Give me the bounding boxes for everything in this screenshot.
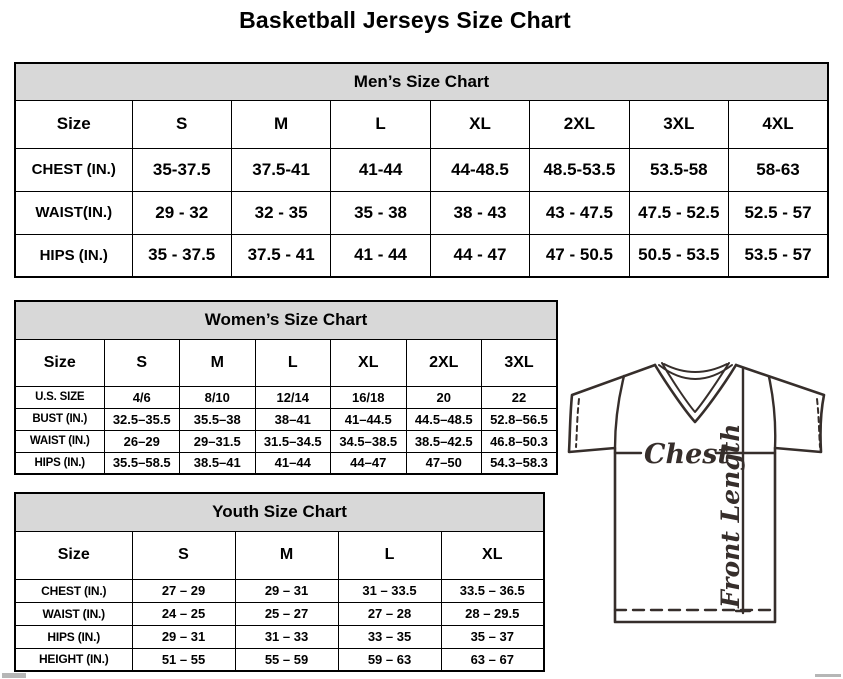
horizontal-scrollbar-fragment-left[interactable]	[2, 673, 26, 678]
size-cell: 16/18	[331, 386, 407, 408]
sleeve-seam-right	[769, 377, 775, 448]
mens-col-header: S	[132, 100, 231, 148]
size-cell: 12/14	[255, 386, 331, 408]
size-cell: 24 – 25	[132, 602, 235, 625]
size-cell: 4/6	[104, 386, 180, 408]
size-cell: 34.5–38.5	[331, 430, 407, 452]
size-cell: 35-37.5	[132, 148, 231, 191]
size-cell: 38 - 43	[430, 191, 529, 234]
youth-size-header: Size	[15, 531, 132, 579]
size-cell: 31 – 33.5	[338, 579, 441, 602]
size-cell: 55 – 59	[235, 648, 338, 671]
size-cell: 41–44	[255, 452, 331, 474]
size-cell: 37.5-41	[231, 148, 330, 191]
mens-row-label-chest: CHEST (IN.)	[15, 148, 132, 191]
size-cell: 53.5 - 57	[729, 234, 828, 277]
size-cell: 47 - 50.5	[530, 234, 629, 277]
womens-row-label-waist: WAIST (IN.)	[15, 430, 104, 452]
womens-table-title: Women’s Size Chart	[15, 301, 557, 339]
womens-col-header: XL	[331, 339, 407, 386]
size-cell: 33.5 – 36.5	[441, 579, 544, 602]
size-cell: 25 – 27	[235, 602, 338, 625]
youth-row-label-chest: CHEST (IN.)	[15, 579, 132, 602]
mens-size-header: Size	[15, 100, 132, 148]
size-cell: 47.5 - 52.5	[629, 191, 728, 234]
size-cell: 41 - 44	[331, 234, 430, 277]
mens-table-title: Men’s Size Chart	[15, 63, 828, 100]
collar-back-arc	[664, 364, 727, 372]
size-cell: 35 – 37	[441, 625, 544, 648]
youth-col-header: M	[235, 531, 338, 579]
collar-inner-path	[662, 363, 729, 412]
mens-row-label-hips: HIPS (IN.)	[15, 234, 132, 277]
mens-size-table	[14, 62, 829, 278]
size-cell: 59 – 63	[338, 648, 441, 671]
mens-col-header: M	[231, 100, 330, 148]
size-cell: 29 – 31	[235, 579, 338, 602]
womens-row-label-us-size: U.S. SIZE	[15, 386, 104, 408]
size-cell: 58-63	[729, 148, 828, 191]
womens-size-table	[14, 300, 558, 475]
size-cell: 8/10	[180, 386, 256, 408]
size-cell: 37.5 - 41	[231, 234, 330, 277]
size-cell: 50.5 - 53.5	[629, 234, 728, 277]
size-cell: 20	[406, 386, 482, 408]
cuff-dashed-left	[576, 399, 579, 447]
size-cell: 29–31.5	[180, 430, 256, 452]
youth-col-header: L	[338, 531, 441, 579]
mens-col-header: 4XL	[729, 100, 828, 148]
womens-size-header: Size	[15, 339, 104, 386]
size-cell: 44 - 47	[430, 234, 529, 277]
size-cell: 35 - 37.5	[132, 234, 231, 277]
womens-row-label-hips: HIPS (IN.)	[15, 452, 104, 474]
mens-col-header: 2XL	[530, 100, 629, 148]
mens-col-header: XL	[430, 100, 529, 148]
page-title: Basketball Jerseys Size Chart	[239, 7, 571, 33]
size-cell: 38–41	[255, 408, 331, 430]
size-cell: 32.5–35.5	[104, 408, 180, 430]
size-cell: 52.8–56.5	[482, 408, 558, 430]
chest-label: Chest	[644, 439, 730, 470]
size-cell: 29 – 31	[132, 625, 235, 648]
size-cell: 44.5–48.5	[406, 408, 482, 430]
size-cell: 26–29	[104, 430, 180, 452]
size-cell: 52.5 - 57	[729, 191, 828, 234]
size-cell: 48.5-53.5	[530, 148, 629, 191]
jersey-outline-path	[569, 365, 824, 622]
womens-col-header: 2XL	[406, 339, 482, 386]
size-cell: 44-48.5	[430, 148, 529, 191]
size-cell: 32 - 35	[231, 191, 330, 234]
size-cell: 38.5–42.5	[406, 430, 482, 452]
womens-col-header: M	[180, 339, 256, 386]
youth-size-table	[14, 492, 545, 672]
size-cell: 53.5-58	[629, 148, 728, 191]
womens-col-header: L	[255, 339, 331, 386]
size-cell: 38.5–41	[180, 452, 256, 474]
womens-col-header: S	[104, 339, 180, 386]
size-cell: 22	[482, 386, 558, 408]
mens-row-label-waist: WAIST(IN.)	[15, 191, 132, 234]
womens-col-header: 3XL	[482, 339, 558, 386]
size-cell: 46.8–50.3	[482, 430, 558, 452]
size-cell: 35.5–38	[180, 408, 256, 430]
size-cell: 28 – 29.5	[441, 602, 544, 625]
size-cell: 27 – 28	[338, 602, 441, 625]
horizontal-scrollbar-fragment-right[interactable]	[815, 674, 841, 677]
size-cell: 29 - 32	[132, 191, 231, 234]
youth-row-label-hips: HIPS (IN.)	[15, 625, 132, 648]
size-cell: 54.3–58.3	[482, 452, 558, 474]
jersey-diagram	[558, 360, 842, 676]
size-cell: 31.5–34.5	[255, 430, 331, 452]
size-cell: 47–50	[406, 452, 482, 474]
size-cell: 51 – 55	[132, 648, 235, 671]
youth-table-title: Youth Size Chart	[15, 493, 544, 531]
youth-row-label-waist: WAIST (IN.)	[15, 602, 132, 625]
sleeve-seam-left	[615, 376, 624, 448]
womens-row-label-bust: BUST (IN.)	[15, 408, 104, 430]
youth-row-label-height: HEIGHT (IN.)	[15, 648, 132, 671]
size-cell: 31 – 33	[235, 625, 338, 648]
mens-col-header: L	[331, 100, 430, 148]
size-cell: 63 – 67	[441, 648, 544, 671]
size-cell: 43 - 47.5	[530, 191, 629, 234]
size-cell: 27 – 29	[132, 579, 235, 602]
size-cell: 33 – 35	[338, 625, 441, 648]
size-cell: 41-44	[331, 148, 430, 191]
size-cell: 35 - 38	[331, 191, 430, 234]
youth-col-header: XL	[441, 531, 544, 579]
size-cell: 44–47	[331, 452, 407, 474]
mens-col-header: 3XL	[629, 100, 728, 148]
size-cell: 41–44.5	[331, 408, 407, 430]
front-length-label: Front Length	[716, 423, 745, 608]
size-cell: 35.5–58.5	[104, 452, 180, 474]
youth-col-header: S	[132, 531, 235, 579]
